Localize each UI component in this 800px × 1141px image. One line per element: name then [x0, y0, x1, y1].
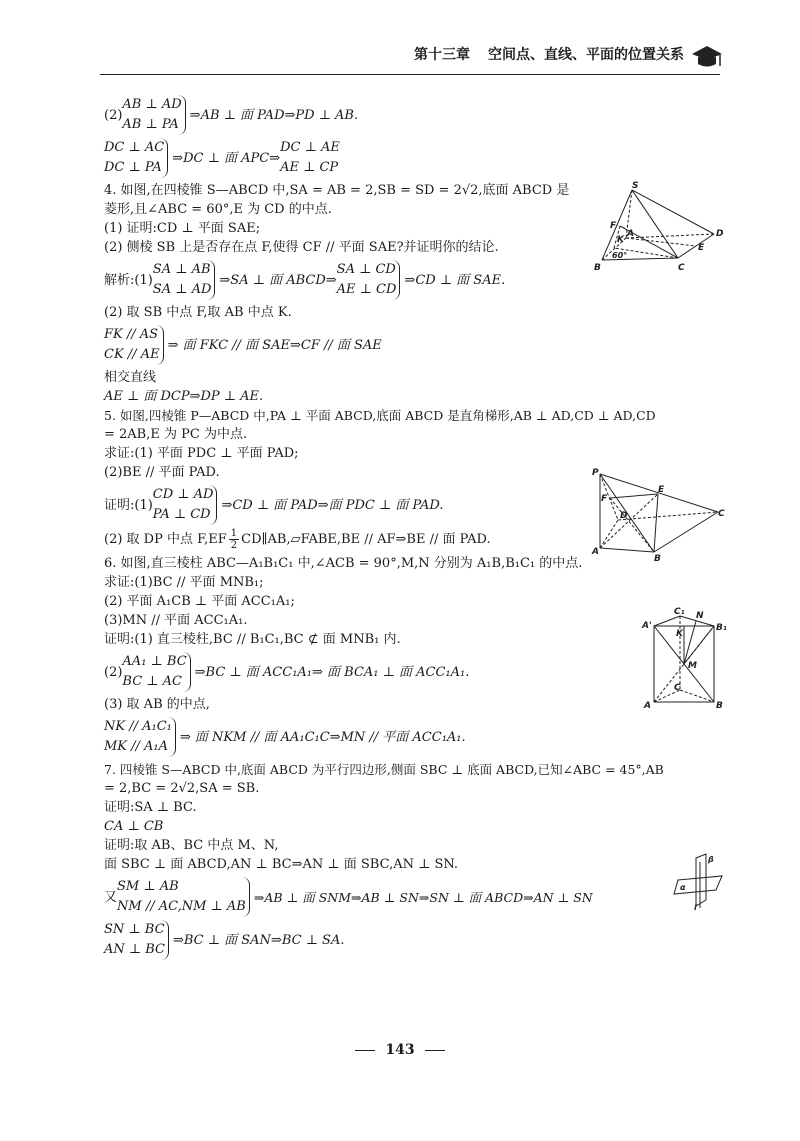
p4-q3: (1) 证明:CD ⊥ 平面 SAE;: [104, 221, 261, 236]
p6-s2-l1: AA₁ ⊥ BC: [122, 654, 187, 669]
figure-intersecting-planes: [672, 852, 728, 914]
p4-s5: AE ⊥ 面 DCP⇒DP ⊥ AE.: [104, 389, 264, 404]
p5-q1: 5. 如图,四棱锥 P—ABCD 中,PA ⊥ 平面 ABCD,底面 ABCD 是直角梯形,AB ⊥ AD,CD ⊥ AD,CD: [104, 408, 656, 423]
p6-s1: 证明:(1) 直三棱柱,BC // B₁C₁,BC ⊄ 面 MNB₁ 内.: [104, 632, 401, 647]
p4-s3-l2: CK // AE: [104, 347, 160, 362]
figure-pyramid-p-abcd: [588, 466, 730, 562]
p5-s2a: (2) 取 DP 中点 F,EF: [104, 532, 227, 547]
p7-s4-l1: SN ⊥ BC: [104, 922, 165, 937]
p6-s3: (3) 取 AB 的中点,: [104, 697, 210, 712]
p4-q2: 菱形,且∠ABC = 60°,E 为 CD 的中点.: [104, 202, 332, 217]
p6-s4-l2: MK // A₁A: [104, 739, 169, 754]
fig5-label-e: E: [658, 485, 665, 495]
p7-q3: 证明:SA ⊥ BC.: [104, 800, 197, 815]
b3p2-l1: AB ⊥ AD: [122, 97, 182, 112]
p7-s3-l1: SM ⊥ AB: [117, 879, 179, 894]
fig6-label-m: M: [688, 661, 697, 671]
b3p2-after: ⇒AB ⊥ 面 PAD⇒PD ⊥ AB.: [189, 107, 359, 123]
p7-s3-system: [104, 877, 724, 917]
page-number: 143: [385, 1042, 415, 1058]
b3p3-system: [104, 138, 724, 178]
p6-s2-pre: (2): [104, 664, 123, 680]
p4-s3-after: ⇒ 面 FKC // 面 SAE⇒CF // 面 SAE: [167, 337, 382, 353]
fig6-label-a1: A': [642, 621, 652, 631]
b3p3-l1: DC ⊥ AC: [104, 140, 165, 155]
p5-frac-num: 1: [230, 528, 238, 539]
fig6-label-c: C: [674, 683, 681, 693]
p4-s1-after: ⇒CD ⊥ 面 SAE.: [404, 272, 506, 288]
b3p3-m1: DC ⊥ AE: [280, 140, 340, 155]
fig4-label-k: K: [617, 235, 624, 245]
page-header: [414, 44, 684, 64]
p7-q4: CA ⊥ CB: [104, 819, 164, 834]
fig4-label-a: A: [627, 229, 634, 239]
p6-q3: (2) 平面 A₁CB ⊥ 平面 ACC₁A₁;: [104, 594, 295, 609]
b3p3-mid: ⇒DC ⊥ 面 APC⇒: [172, 150, 281, 166]
chapter-title: 空间点、直线、平面的位置关系: [488, 47, 684, 63]
fig4-angle-label: 60°: [612, 251, 628, 260]
fig5-label-d: D: [620, 511, 628, 521]
fig6-label-c1: C₁: [674, 607, 685, 617]
p7-s4-after: ⇒BC ⊥ 面 SAN⇒BC ⊥ SA.: [173, 932, 345, 948]
fig5-label-p: P: [592, 468, 599, 478]
fig4-label-c: C: [678, 263, 685, 272]
graduation-cap-icon: [690, 40, 724, 72]
p7-q2: = 2,BC = 2√2,SA = SB.: [104, 781, 260, 796]
figure-right-prism: [640, 606, 732, 714]
p6-s2-after: ⇒BC ⊥ 面 ACC₁A₁⇒ 面 BCA₁ ⊥ 面 ACC₁A₁.: [194, 664, 470, 680]
b3p2-system: [104, 95, 724, 135]
p5-q3: 求证:(1) 平面 PDC ⊥ 平面 PAD;: [104, 446, 299, 461]
p4-s3-l1: FK // AS: [104, 327, 159, 342]
p5-s1-l2: PA ⊥ CD: [152, 507, 211, 522]
p5-s1-after: ⇒CD ⊥ 面 PAD⇒面 PDC ⊥ 面 PAD.: [221, 497, 444, 513]
p7-s3-l2: NM // AC,NM ⊥ AB: [117, 899, 246, 914]
p7-s3-pre: 又: [104, 889, 118, 905]
p6-q2: 求证:(1)BC // 平面 MNB₁;: [104, 575, 264, 590]
p7-s3-after: ⇒AB ⊥ 面 SNM⇒AB ⊥ SN⇒SN ⊥ 面 ABCD⇒AN ⊥ SN: [253, 889, 593, 905]
fig6-label-k: K: [676, 629, 683, 639]
p4-q1: 4. 如图,在四棱锥 S—ABCD 中,SA = AB = 2,SB = SD = 2√2,底面 ABCD 是: [104, 183, 570, 198]
p4-s1-pre: 解析:(1): [104, 272, 153, 288]
fig4-label-f: F: [610, 221, 617, 231]
p5-s2b: CD∥AB,▱FABE,BE // AF⇒BE // 面 PAD.: [241, 532, 491, 547]
p5-frac-den: 2: [230, 540, 238, 551]
p5-fraction: [229, 528, 239, 551]
p4-s1-m2: AE ⊥ CD: [336, 282, 397, 297]
fig4-label-b: B: [594, 263, 601, 272]
p5-q4: (2)BE // 平面 PAD.: [104, 465, 220, 480]
fig7-label-beta: β: [708, 855, 714, 864]
p6-s2-l2: BC ⊥ AC: [122, 674, 182, 689]
b3p2-pre: (2): [104, 107, 123, 123]
fig7-label-alpha: α: [680, 883, 686, 892]
p5-s1-l1: CD ⊥ AD: [152, 487, 214, 502]
fig5-label-f: F: [601, 494, 608, 504]
p4-s4: 相交直线: [104, 370, 157, 385]
p6-s4-system: [104, 717, 724, 757]
fig7-label-l: l: [694, 903, 697, 912]
header-rule: [100, 74, 720, 75]
p5-q2: = 2AB,E 为 PC 为中点.: [104, 427, 248, 442]
p6-s4-l1: NK // A₁C₁: [104, 719, 172, 734]
p7-s1: 证明:取 AB、BC 中点 M、N,: [104, 838, 279, 853]
p6-q1: 6. 如图,直三棱柱 ABC—A₁B₁C₁ 中,∠ACB = 90°,M,N 分别为 A₁B,B₁C₁ 的中点.: [104, 556, 583, 571]
fig5-label-b: B: [654, 554, 661, 562]
p6-q4: (3)MN // 平面 ACC₁A₁.: [104, 613, 248, 628]
p4-s2: (2) 取 SB 中点 F,取 AB 中点 K.: [104, 305, 292, 320]
fig4-label-s: S: [632, 181, 639, 191]
b3p3-m2: AE ⊥ CP: [280, 160, 339, 175]
fig5-label-c: C: [718, 509, 725, 519]
p7-s4-system: [104, 920, 724, 960]
p7-s2: 面 SBC ⊥ 面 ABCD,AN ⊥ BC⇒AN ⊥ 面 SBC,AN ⊥ SN.: [104, 857, 459, 872]
p4-q4: (2) 侧棱 SB 上是否存在点 F,使得 CF // 平面 SAE?并证明你的结论.: [104, 240, 499, 255]
p7-s4-l2: AN ⊥ BC: [104, 942, 165, 957]
p5-s1-pre: 证明:(1): [104, 497, 153, 513]
fig6-label-b: B: [716, 701, 723, 711]
page-footer: [0, 1042, 800, 1058]
b3p3-l2: DC ⊥ PA: [104, 160, 162, 175]
b3p2-l2: AB ⊥ PA: [122, 117, 179, 132]
p4-s1-l2: SA ⊥ AD: [152, 282, 212, 297]
p4-s3-system: [104, 325, 724, 365]
p4-s1-l1: SA ⊥ AB: [152, 262, 211, 277]
chapter-label: 第十三章: [414, 47, 470, 63]
fig6-label-b1: B₁: [716, 623, 727, 633]
figure-pyramid-s-abcd: [590, 180, 730, 272]
p6-s4-after: ⇒ 面 NKM // 面 AA₁C₁C⇒MN // 平面 ACC₁A₁.: [179, 729, 466, 745]
p7-q1: 7. 四棱锥 S—ABCD 中,底面 ABCD 为平行四边形,侧面 SBC ⊥ 底面 ABCD,已知∠ABC = 45°,AB: [104, 762, 664, 777]
p4-s1-m1: SA ⊥ CD: [336, 262, 396, 277]
fig5-label-a: A: [592, 547, 599, 557]
fig6-label-a: A: [644, 701, 651, 711]
p6-s2-system: [104, 652, 724, 692]
p4-s1-mid: ⇒SA ⊥ 面 ABCD⇒: [219, 272, 337, 288]
fig4-label-e: E: [698, 243, 705, 253]
fig4-label-d: D: [716, 229, 724, 239]
fig6-label-n: N: [696, 611, 704, 621]
